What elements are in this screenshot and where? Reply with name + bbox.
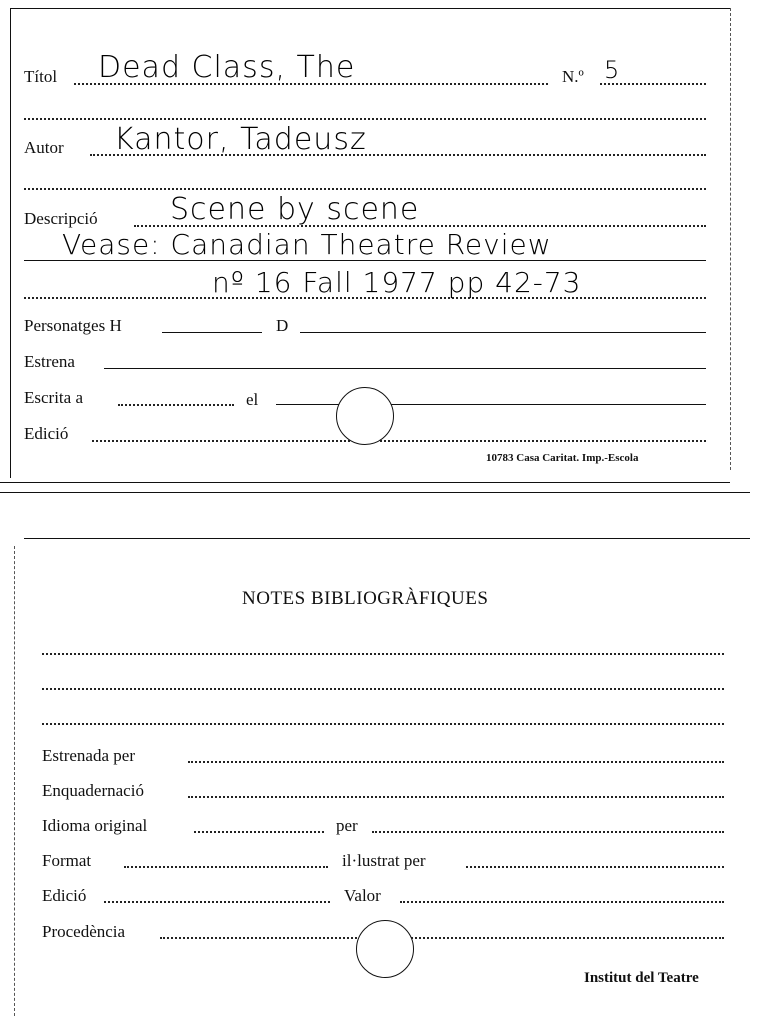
procedencia-line	[160, 937, 724, 939]
edicio-back-line	[104, 901, 330, 903]
edicio-line	[92, 440, 706, 442]
idioma-per-line	[372, 831, 724, 833]
estrena-label: Estrena	[24, 352, 75, 371]
numero-label: N.º	[562, 67, 584, 86]
titol-value: Dead Class, The	[98, 50, 356, 85]
enquadernacio-label: Enquadernació	[42, 781, 144, 800]
valor-line	[400, 901, 724, 903]
autor-label: Autor	[24, 138, 64, 157]
card-front	[0, 0, 740, 480]
idioma-line	[194, 831, 324, 833]
format-line	[124, 866, 328, 868]
card-front-top-edge	[10, 8, 730, 9]
format-label: Format	[42, 851, 92, 870]
card-front-right-edge	[730, 8, 731, 470]
idioma-per-label: per	[336, 816, 358, 835]
edicio-back-label: Edició	[42, 886, 87, 905]
notes-line-1	[42, 653, 724, 655]
card-back-top-edge	[24, 538, 750, 539]
card-front-left-edge	[10, 8, 11, 478]
escrita-label: Escrita a	[24, 388, 83, 407]
card-separator-line-2	[0, 492, 750, 493]
descripcio-label: Descripció	[24, 209, 98, 228]
personatges-label: Personatges H	[24, 316, 122, 335]
titol-label: Títol	[24, 67, 58, 86]
printer-imprint: 10783 Casa Caritat. Imp.-Escola	[486, 452, 639, 464]
notes-line-3	[42, 723, 724, 725]
punch-hole	[336, 387, 394, 445]
autor-line-2	[24, 188, 706, 190]
card-back	[0, 530, 759, 1028]
estrenada-label: Estrenada per	[42, 746, 135, 765]
enquadernacio-line	[188, 796, 724, 798]
descripcio-value-line1: Scene by scene	[170, 192, 420, 227]
idioma-label: Idioma original	[42, 816, 148, 835]
autor-value: Kantor, Tadeusz	[114, 122, 367, 157]
escrita-line	[118, 404, 234, 406]
numero-value: 5	[604, 56, 621, 84]
valor-label: Valor	[344, 886, 381, 905]
personatges-h-line	[162, 332, 262, 333]
illustrat-line	[466, 866, 724, 868]
notes-line-2	[42, 688, 724, 690]
punch-hole-back	[356, 920, 414, 978]
edicio-label: Edició	[24, 424, 69, 443]
titol-line-2	[24, 118, 706, 120]
card-separator-line-1	[0, 482, 730, 483]
descripcio-value-line2: Vease: Canadian Theatre Review	[62, 228, 552, 261]
institut-label: Institut del Teatre	[584, 970, 699, 986]
el-label: el	[246, 390, 259, 409]
estrenada-line	[188, 761, 724, 763]
illustrat-label: il·lustrat per	[342, 851, 426, 870]
card-back-left-edge	[14, 546, 15, 1016]
notes-title: NOTES BIBLIOGRÀFIQUES	[242, 588, 489, 609]
estrena-line	[104, 368, 706, 369]
personatges-d-label: D	[276, 316, 289, 335]
personatges-d-line	[300, 332, 706, 333]
procedencia-label: Procedència	[42, 922, 126, 941]
descripcio-value-line3: nº 16 Fall 1977 pp 42-73	[212, 266, 582, 299]
